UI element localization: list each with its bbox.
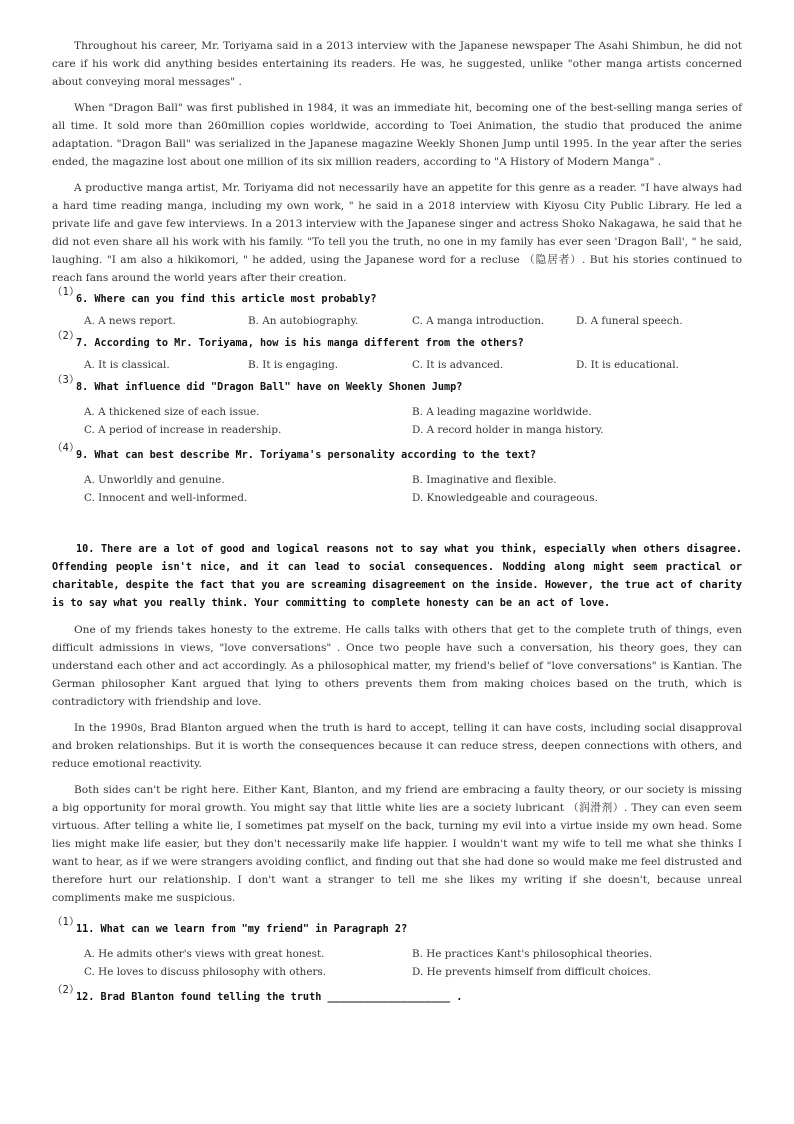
option-d[interactable]: D. He prevents himself from difficult choices.: [412, 966, 652, 978]
question-number: （1）: [52, 286, 80, 298]
passage2-paragraph-1: One of my friends takes honesty to the extreme. He calls talks with others that get to the complete truth of things, even difficult admissions in views, "love conversations" . Once two people have such a conversation, his theory goes, they can understand each other and act accordingly. As a philosophical matter, my friend's belief of "love conversations" is Kantian. The German philosopher Kant argued that lying to others prevents them from making choices based on the truth, which is contradictory with friendship and love.: [52, 624, 742, 708]
option-c[interactable]: C. It is advanced.: [412, 359, 504, 371]
question-9: [52, 442, 742, 507]
question-6: [52, 286, 742, 327]
question-12: [52, 984, 742, 1007]
passage1-paragraph-1: Throughout his career, Mr. Toriyama said in a 2013 interview with the Japanese newspaper The Asahi Shimbun, he did not care if his work did anything besides entertaining its readers. He was, he suggested, unlike "other manga artists concerned about conveying moral messages" .: [52, 40, 742, 88]
question-number: （3）: [52, 374, 80, 386]
question-stem: 7. According to Mr. Toriyama, how is his manga different from the others?: [76, 338, 524, 349]
option-a[interactable]: A. He admits other's views with great honest.: [84, 948, 325, 960]
question-stem: 8. What influence did "Dragon Ball" have on Weekly Shonen Jump?: [76, 382, 463, 393]
option-d[interactable]: D. A funeral speech.: [576, 315, 683, 327]
question-11: [52, 916, 742, 981]
option-list: [52, 315, 742, 327]
option-list: [52, 359, 742, 371]
option-list: [52, 945, 742, 981]
question-stem: 12. Brad Blanton found telling the truth ____________________ .: [76, 992, 463, 1003]
option-b[interactable]: B. He practices Kant's philosophical theories.: [412, 948, 653, 960]
option-d[interactable]: D. Knowledgeable and courageous.: [412, 492, 598, 504]
option-b[interactable]: B. An autobiography.: [248, 315, 359, 327]
question-stem: 6. Where can you find this article most probably?: [76, 294, 377, 305]
option-c[interactable]: C. He loves to discuss philosophy with others.: [84, 966, 327, 978]
option-b[interactable]: B. A leading magazine worldwide.: [412, 406, 592, 418]
option-list: [52, 403, 742, 439]
question-number: （2）: [52, 330, 80, 342]
question-number: （4）: [52, 442, 80, 454]
option-d[interactable]: D. A record holder in manga history.: [412, 424, 604, 436]
option-b[interactable]: B. It is engaging.: [248, 359, 339, 371]
option-a[interactable]: A. A news report.: [84, 315, 176, 327]
question-number: （2）: [52, 984, 80, 996]
document-page: [52, 37, 742, 1007]
option-c[interactable]: C. A manga introduction.: [412, 315, 545, 327]
option-c[interactable]: C. A period of increase in readership.: [84, 424, 282, 436]
question-number: （1）: [52, 916, 80, 928]
option-b[interactable]: B. Imaginative and flexible.: [412, 474, 557, 486]
section-gap: [52, 515, 742, 541]
question-8: [52, 374, 742, 439]
question-stem: 11. What can we learn from "my friend" in Paragraph 2?: [76, 924, 408, 935]
option-list: [52, 471, 742, 507]
passage2-paragraph-3: Both sides can't be right here. Either Kant, Blanton, and my friend are embracing a faulty theory, or our society is missing a big opportunity for moral growth. You might say that little white lies are a society lubricant （润滑剂）. They can even seem virtuous. After telling a white lie, I sometimes pat myself on the back, turning my evil into a virtue inside my own head. Some lies might make life easier, but they don't necessarily make life happier. I wouldn't want my wife to tell me what she thinks I want to hear, as if we were strangers avoiding conflict, and finding out that she had done so would make me feel distrusted and therefore hurt our relationship. I don't want a stranger to tell me she likes my writing if she doesn't, because unreal compliments make me suspicious.: [52, 784, 742, 904]
option-a[interactable]: A. A thickened size of each issue.: [84, 406, 260, 418]
passage2-paragraph-2: In the 1990s, Brad Blanton argued when the truth is hard to accept, telling it can have costs, including social disapproval and broken relationships. But it is worth the consequences because it can reduce stress, deepen connections with others, and reduce emotional reactivity.: [52, 722, 742, 770]
passage2-intro: 10. There are a lot of good and logical reasons not to say what you think, especially when others disagree. Offending people isn't nice, and it can lead to social consequences. Nodding along might seem practical or charitable, despite the fact that you are screaming disagreement on the inside. However, the true act of charity is to say what you really think. Your committing to complete honesty can be an act of love.: [52, 544, 742, 609]
passage1-paragraph-2: When "Dragon Ball" was first published in 1984, it was an immediate hit, becoming one of the best-selling manga series of all time. It sold more than 260million copies worldwide, according to Toei Animation, the studio that produced the anime adaptation. "Dragon Ball" was serialized in the Japanese magazine Weekly Shonen Jump until 1995. In the year after the series ended, the magazine lost about one million of its six million readers, according to "A History of Modern Manga" .: [52, 102, 742, 168]
option-c[interactable]: C. Innocent and well-informed.: [84, 492, 248, 504]
question-7: [52, 330, 742, 371]
passage1-paragraph-3: A productive manga artist, Mr. Toriyama did not necessarily have an appetite for this genre as a reader. "I have always had a hard time reading manga, including my own work, " he said in a 2018 interview with Kiyosu City Public Library. He led a private life and gave few interviews. In a 2013 interview with the Japanese singer and actress Shoko Nakagawa, he said that he did not even share all his work with his family. "To tell you the truth, no one in my family has ever seen 'Dragon Ball', " he said, laughing. "I am also a hikikomori, " he added, using the Japanese word for a recluse （隐居者）. But his stories continued to reach fans around the world years after their creation.: [52, 182, 742, 284]
option-d[interactable]: D. It is educational.: [576, 359, 679, 371]
question-stem: 9. What can best describe Mr. Toriyama's personality according to the text?: [76, 450, 537, 461]
option-a[interactable]: A. It is classical.: [84, 359, 170, 371]
option-a[interactable]: A. Unworldly and genuine.: [84, 474, 225, 486]
